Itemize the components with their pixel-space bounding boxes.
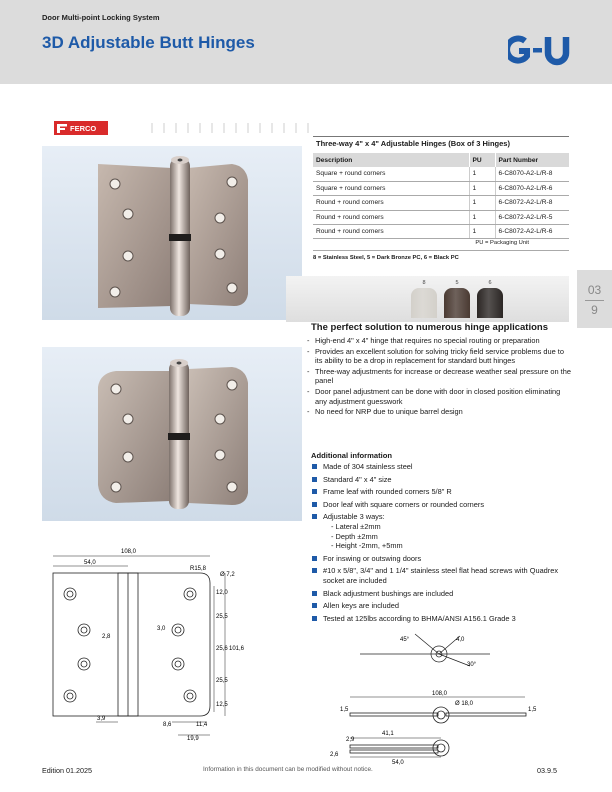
dim-v5: 12,5 [216,702,228,708]
ferco-mark-icon [57,124,67,133]
cell-pu: 1 [469,167,495,181]
list-item: - Door panel adjustment can be done with door in closed position eliminating any adjustment guesswork [306,387,571,406]
additional-info-list [311,462,571,626]
list-item: For inswing or outswing doors [311,554,571,564]
header-supertitle: Door Multi-point Locking System [42,13,160,22]
table-bottom-rule [313,250,569,251]
cell-part-number: 6-C8072-A2-L/R-6 [495,225,569,239]
decorative-tick-strip [150,122,310,134]
dim-v4: 25,5 [216,678,228,684]
list-item: - Three-way adjustments for increase or decrease weather seal pressure on the panel [306,367,571,386]
page-header [0,0,612,84]
dim-bottom-c: 11,4 [196,722,208,728]
col-header-description: Description [313,153,469,167]
dim-bottom-d: 19,9 [187,736,199,742]
hinge-photo-round-corners [42,347,302,521]
dim-half-width: 54,0 [392,760,404,766]
ferco-brand-badge [54,121,108,135]
dim-v1: 12,0 [216,590,228,596]
additional-info-heading: Additional information [311,451,392,460]
benefits-heading: The perfect solution to numerous hinge applications [311,322,548,333]
dim-thickness-right: 1,5 [528,707,537,713]
section-tab-chapter: 03 [587,283,602,297]
cell-pu: 1 [469,210,495,224]
angle-30: 30° [467,662,477,668]
sub-item-lateral: - Lateral ±2mm [331,521,381,531]
product-table-title: Three-way 4" x 4" Adjustable Hinges (Box of 3 Hinges) [316,139,510,148]
hinge-front-drawing [38,540,288,745]
swatch-label-stainless: 8 [422,280,426,286]
list-item-adjustable [311,512,571,550]
dim-bottom-a: 3,9 [97,716,106,722]
cell-description: Square + round corners [313,167,469,181]
dim-leaf-width: 54,0 [84,560,96,566]
list-item: - High-end 4" x 4" hinge that requires no special routing or preparation [306,336,571,346]
dim-overall-height: 101,6 [229,646,245,652]
table-row [313,210,569,224]
footer-notice: Information in this document can be modified without notice. [203,766,373,773]
list-item: Door leaf with square corners or rounded corners [311,500,571,510]
benefits-list [306,336,571,418]
list-item-text: Adjustable 3 ways: [323,512,385,522]
list-item: Frame leaf with rounded corners 5/8" R [311,487,571,497]
swatch-black [477,288,503,318]
dim-bottom-b: 8,6 [163,722,172,728]
table-header-row [313,153,569,167]
table-row [313,225,569,239]
section-tab-page: 9 [591,303,598,317]
ferco-label: FERCO [70,123,97,133]
dim-hole-diameter: Ø 7,2 [220,572,235,578]
swatch-label-black: 6 [488,280,492,286]
dim-side-width: 108,0 [432,691,448,697]
cell-part-number: 6-C8072-A2-L/R-8 [495,196,569,210]
cell-pu: 1 [469,181,495,195]
swatch-stainless-steel [411,288,437,318]
list-item: Standard 4" x 4" size [311,475,571,485]
table-row [313,181,569,195]
pu-note: PU = Packaging Unit [475,240,529,246]
cell-part-number: 6-C8070-A2-L/R-8 [495,167,569,181]
cell-description: Square + round corners [313,181,469,195]
list-item: Made of 304 stainless steel [311,462,571,472]
col-header-part-number: Part Number [495,153,569,167]
dim-4: 4,0 [456,637,465,643]
section-tab-divider [585,300,604,301]
sub-item-height: - Height -2mm, +5mm [331,541,403,551]
dim-v2: 25,5 [216,614,228,620]
gu-logo [508,34,574,66]
page-code: 03.9.5 [537,766,557,775]
dim-offset-b: 41,1 [382,731,394,737]
table-row [313,196,569,210]
dim-overall-width: 108,0 [121,549,137,555]
hinge-side-drawing [330,686,545,766]
list-item: Tested at 125lbs according to BHMA/ANSI A156.1 Grade 3 [311,614,571,624]
product-table [313,153,569,239]
hinge-square-illustration [42,146,302,320]
cell-pu: 1 [469,225,495,239]
list-item: #10 x 5/8", 3/4" and 1 1/4" stainless steel flat head screws with Quadrex socket are included [311,566,571,585]
dim-v3: 25,6 [216,646,228,652]
dim-offset-a: 2,9 [346,737,355,743]
cell-description: Round + round corners [313,210,469,224]
section-tab [577,270,612,328]
dim-offset-right: 3,0 [157,626,166,632]
page-title: 3D Adjustable Butt Hinges [42,33,255,52]
list-item: Allen keys are included [311,601,571,611]
dim-offset-c: 2,6 [330,752,339,758]
dim-thickness-left: 1,5 [340,707,349,713]
cell-pu: 1 [469,196,495,210]
dim-offset-left: 2,8 [102,634,111,640]
cell-description: Round + round corners [313,225,469,239]
swatch-label-bronze: 5 [455,280,459,286]
table-top-rule [313,136,569,137]
list-item: - Provides an excellent solution for solving tricky field service problems due to its ability to be a drop in replacement for standard butt hinges [306,347,571,366]
cell-description: Round + round corners [313,196,469,210]
list-item: - No need for NRP due to unique barrel design [306,407,571,417]
edition-label: Edition 01.2025 [42,766,92,775]
swatch-dark-bronze [444,288,470,318]
sub-item-depth: - Depth ±2mm [331,531,378,541]
col-header-pu: PU [469,153,495,167]
list-item: Black adjustment bushings are included [311,589,571,599]
hinge-round-illustration [42,347,302,521]
cell-part-number: 6-C8072-A2-L/R-5 [495,210,569,224]
hinge-angle-drawing [350,630,500,680]
dim-corner-radius: R15,8 [190,566,207,572]
angle-45: 45° [400,637,410,643]
color-key: 8 = Stainless Steel, 5 = Dark Bronze PC, 6 = Black PC [313,255,459,261]
hinge-photo-square-corners [42,146,302,320]
table-row [313,167,569,181]
dim-barrel-diameter: Ø 18,0 [455,701,474,707]
cell-part-number: 6-C8070-A2-L/R-6 [495,181,569,195]
